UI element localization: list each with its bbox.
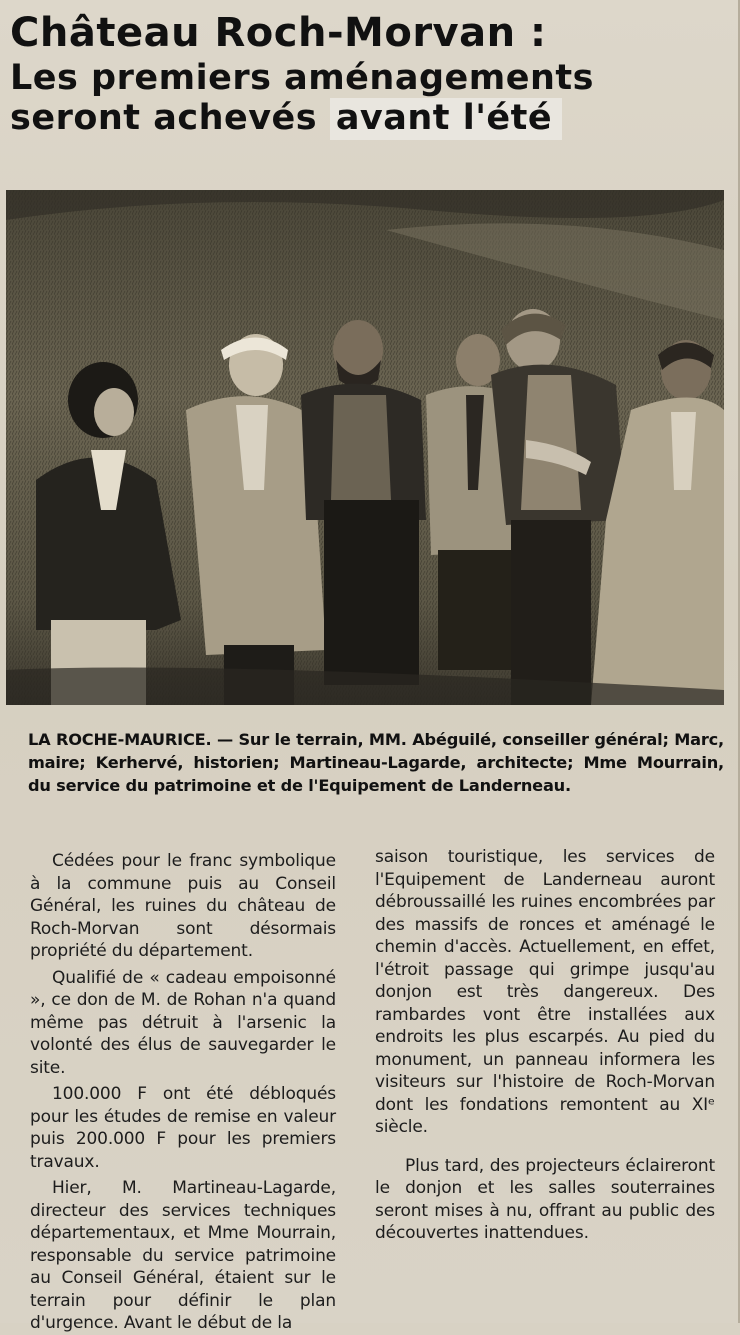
photo-caption: LA ROCHE-MAURICE. — Sur le terrain, MM. Abéguilé, conseiller général; Marc, maire; Kerhervé, historien; Martineau-Lagarde, architecte; Mme Mourrain, du service du patrimoine et de l'Equipement de Landerneau. [28, 730, 724, 795]
paragraph-6: Plus tard, des projecteurs éclaireront le donjon et les salles souterraines seront mises à nu, offrant au public des découvertes inattendues. [375, 1155, 715, 1243]
paragraph-1: Cédées pour le franc symbolique à la commune puis au Conseil Général, les ruines du château de Roch-Morvan sont désormais propriété du département. [30, 851, 336, 961]
headline-line-3-part-2: avant l'été [330, 98, 562, 140]
headline [10, 8, 725, 138]
headline-line-1: Château Roch-Morvan : [10, 10, 547, 56]
article-column-left [30, 846, 336, 1335]
news-photo [6, 190, 724, 705]
paragraph-4: Hier, M. Martineau-Lagarde, directeur des services techniques départementaux, et Mme Mourrain, responsable du service patrimoine au Conseil Général, étaient sur le terrain pour définir le plan d'urgence. Avant le début de la [30, 1178, 336, 1333]
photo-illustration [6, 190, 724, 705]
paragraph-5: saison touristique, les services de l'Equipement de Landerneau auront débroussaillé les ruines encombrées par des massifs de ronces et aménagé le chemin d'accès. Actuellement, en effet, l'étroit passage qui grimpe jusqu'au donjon est très dangereux. Des rambardes vont être installées aux endroits les plus escarpés. Au pied du monument, un panneau informera les visiteurs sur l'histoire de Roch-Morvan dont les fondations remontent au XIᵉ siècle. [375, 847, 715, 1137]
article-column-right [375, 846, 715, 1245]
headline-line-2: Les premiers aménagements [10, 58, 594, 98]
headline-line-3 [10, 98, 725, 138]
paragraph-2: Qualifié de « cadeau empoisonné », ce don de M. de Rohan n'a quand même pas détruit à l'arsenic la volonté des élus de sauvegarder le site. [30, 967, 336, 1078]
headline-line-3-part-1: seront achevés [10, 98, 330, 138]
paragraph-3: 100.000 F ont été débloqués pour les études de remise en valeur puis 200.000 F pour les premiers travaux. [30, 1084, 336, 1172]
